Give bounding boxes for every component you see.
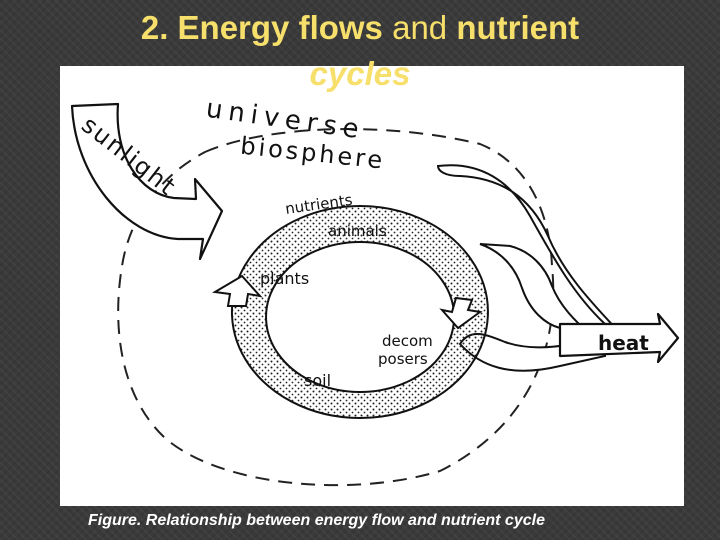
title-part-energy-flows: 2. Energy flows	[140, 9, 383, 46]
posers-label: posers	[378, 350, 428, 368]
energy-nutrient-diagram	[60, 66, 684, 506]
diagram-panel	[60, 66, 684, 506]
soil-label: soil	[304, 371, 332, 390]
biosphere-label: biosphere	[239, 131, 387, 175]
heat-label: heat	[598, 331, 649, 355]
title-part-and: and	[392, 9, 448, 46]
title-part-nutrient: nutrient	[456, 9, 580, 46]
decom-label: decom	[382, 332, 433, 350]
figure-caption: Figure. Relationship between energy flow and nutrient cycle	[88, 512, 545, 529]
universe-label: universe	[204, 93, 367, 146]
animals-label: animals	[328, 222, 387, 240]
slide-title	[0, 8, 720, 48]
sunlight-label: sunlight	[76, 110, 182, 202]
plants-label: plants	[260, 269, 310, 288]
title-line-cycles: cycles	[309, 55, 411, 92]
nutrients-label: nutrients	[284, 190, 354, 218]
